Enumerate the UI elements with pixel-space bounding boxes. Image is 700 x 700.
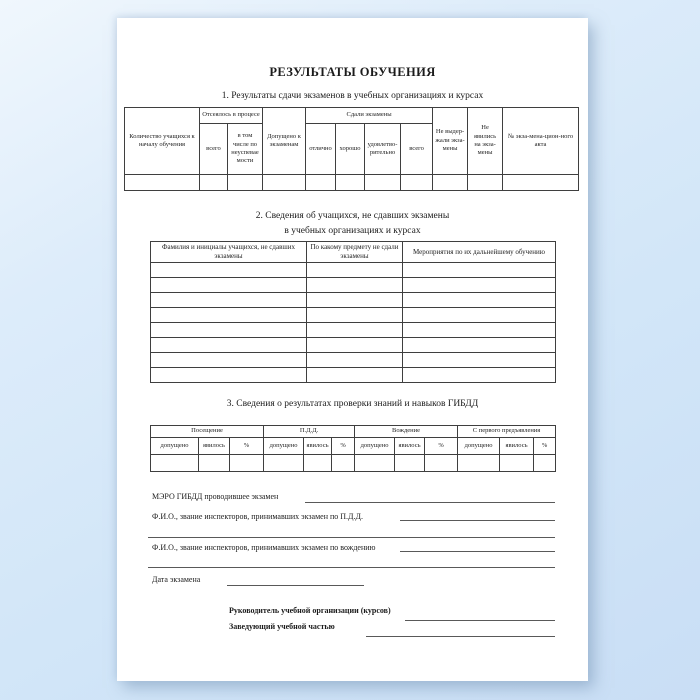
empty-cell bbox=[263, 175, 306, 191]
empty-cell bbox=[200, 175, 228, 191]
t3-group-first-attempt: С первого предъявления bbox=[458, 426, 556, 438]
t3-col-admitted: допущено bbox=[355, 438, 395, 455]
t1-col-excellent: отлично bbox=[306, 124, 336, 175]
empty-cell bbox=[403, 338, 556, 353]
empty-cell bbox=[151, 353, 307, 368]
t3-subheader-row bbox=[151, 438, 556, 455]
empty-cell bbox=[403, 308, 556, 323]
empty-cell bbox=[151, 455, 199, 472]
section1-heading: 1. Результаты сдачи экзаменов в учебных организациях и курсах bbox=[221, 91, 484, 101]
t3-col-appeared: явилось bbox=[304, 438, 332, 455]
fio-pdd-continuation-line bbox=[148, 524, 555, 538]
exam-date-label: Дата экзамена bbox=[152, 575, 201, 584]
t2-empty-row bbox=[151, 278, 556, 293]
t1-group-dropout: Отсеялось в процесе bbox=[200, 108, 263, 124]
empty-cell bbox=[307, 338, 403, 353]
empty-cell bbox=[336, 175, 365, 191]
empty-cell bbox=[307, 353, 403, 368]
empty-cell bbox=[306, 175, 336, 191]
t2-empty-row bbox=[151, 353, 556, 368]
t2-empty-row bbox=[151, 293, 556, 308]
signature-deputy-fill-line bbox=[366, 623, 555, 637]
t3-col-appeared: явилось bbox=[500, 438, 534, 455]
t1-col-not-passed: Не выдер-жали экза-мены bbox=[433, 108, 468, 175]
section3-heading: 3. Сведения о результатах проверки знаний и навыков ГИБДД bbox=[226, 399, 479, 409]
page-title: РЕЗУЛЬТАТЫ ОБУЧЕНИЯ bbox=[269, 65, 436, 79]
t3-group-row bbox=[151, 426, 556, 438]
t3-col-percent: % bbox=[230, 438, 264, 455]
section2-heading-line2: в учебных организациях и курсах bbox=[284, 226, 421, 236]
document-page bbox=[117, 18, 588, 681]
t1-col-satisfactory: удовлетво-рительно bbox=[365, 124, 401, 175]
empty-cell bbox=[403, 293, 556, 308]
empty-cell bbox=[403, 353, 556, 368]
empty-cell bbox=[151, 323, 307, 338]
empty-cell bbox=[307, 368, 403, 383]
fio-driving-label: Ф.И.О., звание инспекторов, принимавших экзамен по вождению bbox=[152, 543, 376, 552]
empty-cell bbox=[151, 368, 307, 383]
empty-cell bbox=[403, 278, 556, 293]
empty-cell bbox=[365, 175, 401, 191]
t1-col-admitted: Допущено к экзаменам bbox=[263, 108, 306, 175]
t1-data-row bbox=[125, 175, 579, 191]
failed-students-table bbox=[150, 241, 556, 383]
t2-col-name: Фамилия и инициалы учащихся, не сдавших экзамены bbox=[151, 242, 307, 263]
fio-driving-fill-line bbox=[400, 538, 555, 552]
t1-col-act-number: № экза-мена-цион-ного акта bbox=[503, 108, 579, 175]
empty-cell bbox=[151, 293, 307, 308]
empty-cell bbox=[264, 455, 304, 472]
t1-col-students-start: Количество учащихся к началу обучения bbox=[125, 108, 200, 175]
mero-fill-line bbox=[305, 489, 555, 503]
t3-group-pdd: П.Д.Д. bbox=[264, 426, 355, 438]
t3-data-row bbox=[151, 455, 556, 472]
empty-cell bbox=[401, 175, 433, 191]
t1-group-passed: Сдали экзамены bbox=[306, 108, 433, 124]
empty-cell bbox=[307, 293, 403, 308]
empty-cell bbox=[304, 455, 332, 472]
empty-cell bbox=[230, 455, 264, 472]
empty-cell bbox=[151, 278, 307, 293]
empty-cell bbox=[151, 338, 307, 353]
t1-col-good: хорошо bbox=[336, 124, 365, 175]
t1-header-row-1 bbox=[125, 108, 579, 124]
t3-col-appeared: явилось bbox=[199, 438, 230, 455]
t3-col-percent: % bbox=[425, 438, 458, 455]
empty-cell bbox=[307, 278, 403, 293]
empty-cell bbox=[151, 263, 307, 278]
empty-cell bbox=[332, 455, 355, 472]
t3-col-percent: % bbox=[332, 438, 355, 455]
t3-col-admitted: допущено bbox=[151, 438, 199, 455]
t2-header-row bbox=[151, 242, 556, 263]
t1-col-dropout-fail: в том числе по неуспеваемости bbox=[228, 124, 263, 175]
exam-date-fill-line bbox=[227, 572, 364, 586]
signature-head-fill-line bbox=[405, 607, 555, 621]
exam-results-table bbox=[124, 107, 579, 191]
t2-col-measures: Мероприятия по их дальнейшему обучению bbox=[403, 242, 556, 263]
signature-head-label: Руководитель учебной организации (курсов) bbox=[229, 606, 391, 615]
t2-empty-row bbox=[151, 308, 556, 323]
t3-col-appeared: явилось bbox=[395, 438, 425, 455]
signature-deputy-label: Заведующий учебной частью bbox=[229, 622, 335, 631]
t3-col-admitted: допущено bbox=[458, 438, 500, 455]
empty-cell bbox=[199, 455, 230, 472]
empty-cell bbox=[458, 455, 500, 472]
empty-cell bbox=[395, 455, 425, 472]
t1-col-passed-total: всего bbox=[401, 124, 433, 175]
section2-heading-line1: 2. Сведения об учащихся, не сдавших экзамены bbox=[255, 211, 450, 221]
empty-cell bbox=[307, 263, 403, 278]
empty-cell bbox=[425, 455, 458, 472]
empty-cell bbox=[228, 175, 263, 191]
empty-cell bbox=[355, 455, 395, 472]
t2-empty-row bbox=[151, 338, 556, 353]
fio-pdd-fill-line bbox=[400, 507, 555, 521]
empty-cell bbox=[500, 455, 534, 472]
t2-empty-row bbox=[151, 263, 556, 278]
t2-col-subject: По какому предмету не сдали экзамены bbox=[307, 242, 403, 263]
empty-cell bbox=[433, 175, 468, 191]
t1-col-absent: Не явились на экза-мены bbox=[468, 108, 503, 175]
fio-driving-continuation-line bbox=[148, 554, 555, 568]
empty-cell bbox=[151, 308, 307, 323]
t2-empty-row bbox=[151, 323, 556, 338]
empty-cell bbox=[468, 175, 503, 191]
empty-cell bbox=[503, 175, 579, 191]
t3-group-driving: Вождение bbox=[355, 426, 458, 438]
fio-pdd-label: Ф.И.О., звание инспекторов, принимавших экзамен по П.Д.Д. bbox=[152, 512, 363, 521]
t3-col-percent: % bbox=[534, 438, 556, 455]
empty-cell bbox=[307, 323, 403, 338]
t3-group-attendance: Посещение bbox=[151, 426, 264, 438]
empty-cell bbox=[403, 263, 556, 278]
t3-col-admitted: допущено bbox=[264, 438, 304, 455]
t2-empty-row bbox=[151, 368, 556, 383]
empty-cell bbox=[403, 368, 556, 383]
mero-label: МЭРО ГИБДД проводившее экзамен bbox=[152, 492, 279, 501]
empty-cell bbox=[534, 455, 556, 472]
empty-cell bbox=[307, 308, 403, 323]
empty-cell bbox=[403, 323, 556, 338]
gibdd-check-table bbox=[150, 425, 556, 472]
empty-cell bbox=[125, 175, 200, 191]
t1-col-dropout-total: всего bbox=[200, 124, 228, 175]
